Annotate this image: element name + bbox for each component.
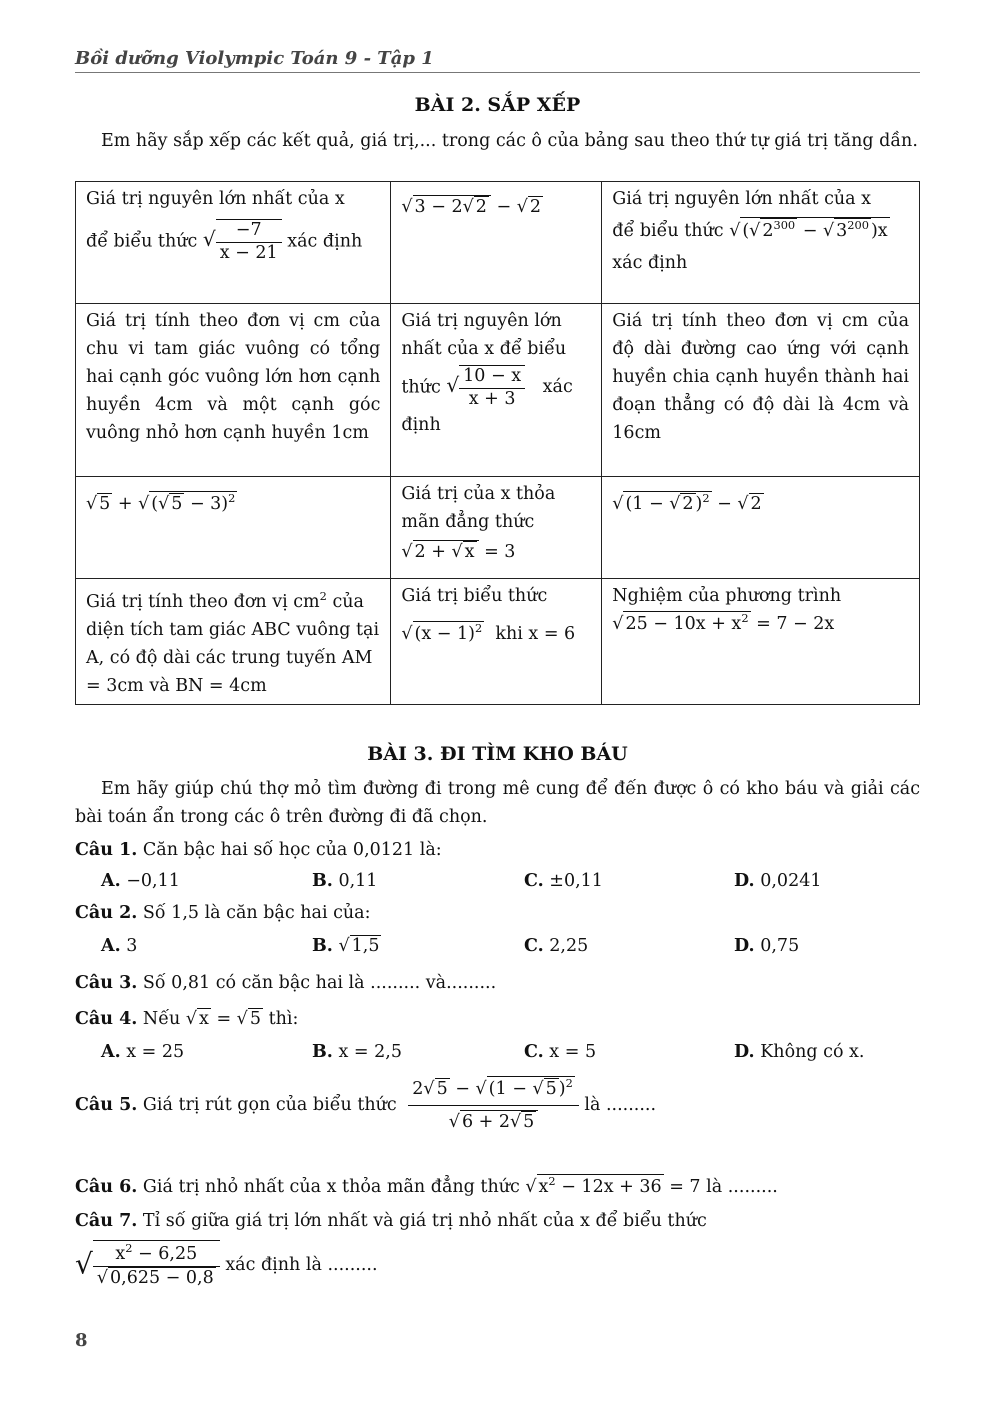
cell-text: Giá trị nguyên lớn nhất của x để biểu <box>401 311 567 359</box>
math-term: 2 <box>529 197 541 217</box>
option-b: B. √ 1,5 <box>312 936 380 956</box>
cell-text: để biểu thức <box>612 221 724 241</box>
table-row <box>76 182 920 304</box>
math-term: 2 + <box>414 542 452 562</box>
math-expression: √ $\frac{10 - x}{x + 3}$ <box>446 377 525 397</box>
math-expression: √ (1 − √ 2 )$^2$ − √ 2 <box>612 491 762 514</box>
math-exponent: 2 <box>319 589 327 603</box>
question-label: Câu 6. <box>75 1177 138 1197</box>
math-term: 3 <box>836 221 848 241</box>
math-expression: √ 2 + √ x = 3 <box>401 542 516 562</box>
math-term: = 7 − 2x <box>756 614 835 634</box>
question-label: Câu 2. <box>75 903 138 923</box>
fraction-denominator: x + 3 <box>459 388 525 411</box>
question-label: Câu 5. <box>75 1094 138 1115</box>
table-cell-r2c1: Giá trị tính theo đơn vị cm của chu vi tam giác vuông có tổng hai cạnh góc vuông lớn hơn cạnh huyền 4cm và một cạnh góc vuông nhỏ hơn cạnh huyền 1cm <box>76 304 391 477</box>
header-rule <box>75 72 920 73</box>
math-expression: √ $25 - 10x + x^2 = 7 - 2x$ <box>612 611 835 634</box>
question-text: xác định là ......... <box>225 1254 378 1275</box>
table-cell-r4c3 <box>602 579 920 705</box>
math-term: khi x = 6 <box>495 624 576 644</box>
table-cell-r3c2 <box>391 477 602 579</box>
cell-text: xác định <box>287 231 363 252</box>
option-b: B. 0,11 <box>312 871 378 891</box>
bai2-intro: Em hãy sắp xếp các kết quả, giá trị,... trong các ô của bảng sau theo thứ tự giá trị tăng dần. <box>101 131 918 151</box>
cell-text: thức <box>401 377 441 398</box>
math-exponent: 2 <box>741 611 749 626</box>
math-exponent: 200 <box>847 218 869 233</box>
question-label: Câu 3. <box>75 973 138 993</box>
cell-text: xác <box>542 377 573 398</box>
option-b: B. x = 2,5 <box>312 1042 402 1062</box>
math-term: 5 <box>99 494 111 514</box>
math-term: 2 <box>475 197 487 217</box>
bai3-title: BÀI 3. ĐI TÌM KHO BÁU <box>367 743 628 765</box>
cell-text: để biểu thức <box>86 231 198 252</box>
fraction-numerator: −7 <box>235 220 262 240</box>
fraction-numerator: 10 − x <box>463 366 522 386</box>
page-number: 8 <box>75 1330 88 1351</box>
cell-text: Nghiệm của phương trình <box>612 586 842 606</box>
option-c: C. 2,25 <box>524 936 589 956</box>
cell-text: Giá trị nguyên lớn nhất của x <box>612 189 872 209</box>
table-cell-r2c2 <box>391 304 602 477</box>
option-d: D. 0,75 <box>734 936 800 956</box>
bai2-title: BÀI 2. SẮP XẾP <box>414 94 581 116</box>
bai3-intro: Em hãy giúp chú thợ mỏ tìm đường đi trong mê cung để đến được ô có kho báu và giải các bài toán ẩn trong các ô trên đường đi đã chọn. <box>75 779 920 827</box>
table-cell-r1c3 <box>602 182 920 304</box>
math-term: 3 − 2 <box>414 197 463 217</box>
table-cell-r4c1 <box>76 579 391 705</box>
math-exponent: 2 <box>702 491 710 506</box>
math-term: 2 <box>682 494 694 514</box>
table-row <box>76 477 920 579</box>
q5-fraction: $\frac{2√ 5 - √ (1 - √ 5 )^2}{√ 6 + 2√ 5}$ <box>408 1076 579 1134</box>
option-c: C. ±0,11 <box>524 871 603 891</box>
option-a: A. x = 25 <box>101 1042 185 1062</box>
question-1 <box>75 836 442 864</box>
question-3 <box>75 969 496 997</box>
option-a: A. −0,11 <box>101 871 180 891</box>
question-text: Tỉ số giữa giá trị lớn nhất và giá trị nhỏ nhất của x để biểu thức <box>137 1211 707 1231</box>
table-cell-r3c3 <box>602 477 920 579</box>
math-expression: √ 5 + √ (√ 5 − 3)$^2$ <box>86 491 236 514</box>
question-text: Giá trị rút gọn của biểu thức <box>137 1094 397 1115</box>
question-text: Căn bậc hai số học của 0,0121 là: <box>137 840 442 860</box>
cell-text: Giá trị biểu thức <box>401 586 548 606</box>
cell-math <box>86 219 380 265</box>
math-term: (1 − <box>625 494 670 514</box>
math-expression: √ $\frac{-7}{x - 21}$ <box>203 231 287 251</box>
math-exponent: 2 <box>228 491 236 506</box>
cell-text: xác định <box>612 253 688 273</box>
question-5 <box>75 1076 656 1134</box>
math-term: 5 <box>171 494 183 514</box>
option-a: A. 3 <box>101 936 138 956</box>
question-7 <box>75 1207 707 1235</box>
question-label: Câu 7. <box>75 1211 138 1231</box>
option-d: D. Không có x. <box>734 1042 865 1062</box>
math-exponent: 2 <box>474 621 483 636</box>
math-expression: √ $(x - 1)^2$ khi x = 6 <box>401 621 576 644</box>
table-row <box>76 579 920 705</box>
cell-text: Giá trị nguyên lớn nhất của x <box>86 189 345 209</box>
question-text: Số 0,81 có căn bậc hai là ......... và......... <box>137 973 497 993</box>
math-term: x <box>464 542 475 562</box>
running-header: Bồi dưỡng Violympic Toán 9 - Tập 1 <box>75 48 434 69</box>
math-expression: √ $\frac{x^2 - 6,25}{√ 0,625 - 0,8}$ <box>75 1254 220 1274</box>
math-expression: √ 3 − 2√ 2 − √ 2 <box>401 197 541 217</box>
fraction-denominator: x − 21 <box>216 242 282 265</box>
question-4: Câu 4. Nếu √ x = √ 5 thì: <box>75 1009 299 1029</box>
option-d: D. 0,0241 <box>734 871 822 891</box>
cell-text: của diện tích tam giác ABC vuông tại A, có độ dài các trung tuyến AM = 3cm và BN = 4cm <box>86 591 380 696</box>
question-text: là ......... <box>584 1094 657 1115</box>
question-2 <box>75 899 371 927</box>
cell-text: Giá trị của x thỏa mãn đẳng thức <box>401 484 556 532</box>
question-6: Câu 6. Giá trị nhỏ nhất của x thỏa mãn đẳng thức √ $x^2 - 12x + 36 = 7$ là ......... <box>75 1174 778 1197</box>
table-cell-r2c3: Giá trị tính theo đơn vị cm của độ dài đường cao ứng với cạnh huyền chia cạnh huyền thành hai đoạn thẳng có độ dài là 4cm và 16cm <box>602 304 920 477</box>
cell-text: định <box>401 414 441 435</box>
math-term: x <box>877 221 888 241</box>
table-row <box>76 304 920 477</box>
math-term: ) <box>695 494 703 514</box>
table-cell-r3c1 <box>76 477 391 579</box>
question-text: Nếu <box>137 1009 181 1029</box>
math-term: − 3) <box>184 494 229 514</box>
cell-text: Giá trị tính theo đơn vị cm <box>86 591 320 612</box>
cell-math <box>401 365 591 411</box>
option-c: C. x = 5 <box>524 1042 597 1062</box>
math-term: − <box>496 197 517 217</box>
question-text: Giá trị nhỏ nhất của x thỏa mãn đẳng thức <box>137 1177 520 1197</box>
question-label: Câu 1. <box>75 840 138 860</box>
question-text: Số 1,5 là căn bậc hai của: <box>137 903 371 923</box>
question-7-expression <box>75 1240 378 1290</box>
math-expression: √ (√ $2^{300}$ − √ $3^{200}$ )x <box>729 218 888 241</box>
sorting-table <box>75 181 920 705</box>
math-term: 2 <box>750 494 762 514</box>
table-cell-r1c2 <box>391 182 602 304</box>
question-label: Câu 4. <box>75 1009 138 1029</box>
math-term: 25 − 10x + x <box>625 614 742 634</box>
math-term: (x − 1) <box>414 624 475 644</box>
math-term: = 3 <box>484 542 516 562</box>
math-term: 2 <box>762 221 774 241</box>
cell-math <box>612 217 909 245</box>
table-cell-r1c1 <box>76 182 391 304</box>
table-cell-r4c2 <box>391 579 602 705</box>
math-exponent: 300 <box>773 218 796 233</box>
